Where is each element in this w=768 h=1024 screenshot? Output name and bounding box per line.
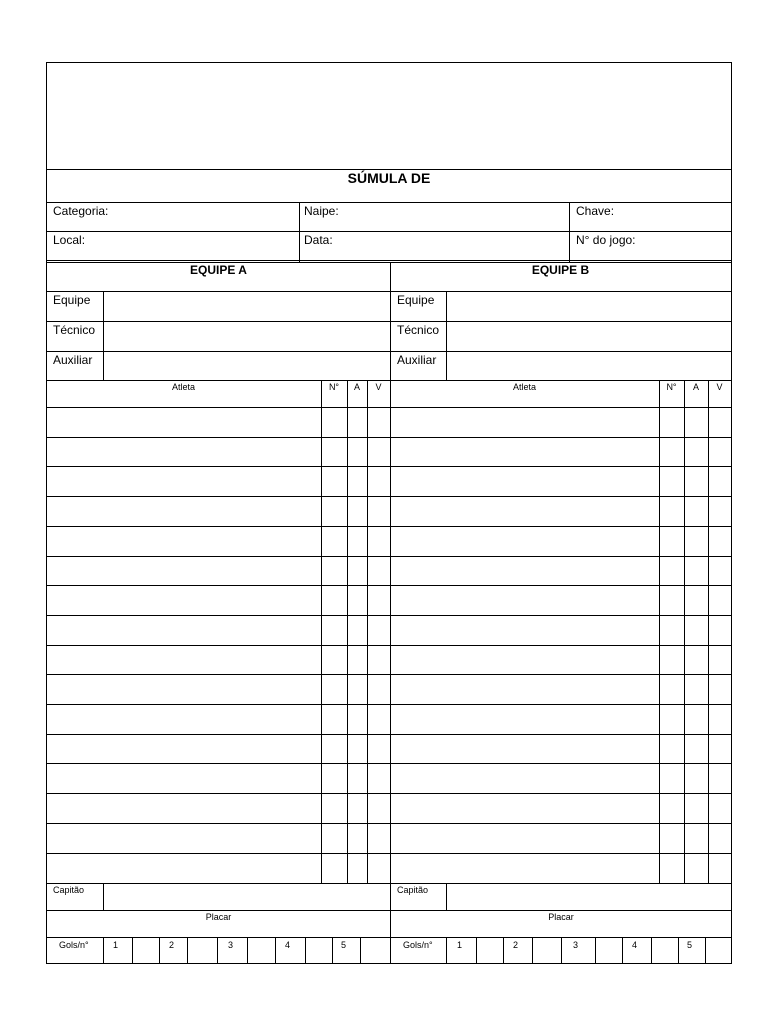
team-b-athlete-row[interactable] — [391, 438, 658, 467]
team-a-athlete-row[interactable] — [47, 497, 320, 526]
team-b-athlete-row[interactable] — [391, 527, 658, 556]
team-a-athlete-row[interactable] — [47, 586, 320, 615]
chave-label: Chave: — [576, 204, 615, 218]
team-b-goal-number: 5 — [687, 940, 693, 950]
team-b-athlete-row[interactable] — [391, 408, 658, 437]
score-sheet — [46, 62, 732, 964]
team-a-tecnico-field[interactable] — [104, 322, 389, 350]
team-b-col-num: N° — [666, 382, 677, 392]
team-a-athlete-row[interactable] — [47, 675, 320, 704]
team-b-tecnico-field[interactable] — [447, 322, 730, 350]
team-b-col-a: A — [692, 382, 699, 392]
team-a-capitao-label: Capitão — [53, 885, 85, 895]
team-a-col-num: N° — [328, 382, 340, 392]
team-b-tecnico-label: Técnico — [397, 323, 440, 337]
team-a-athlete-row[interactable] — [47, 408, 320, 437]
team-a-col-atleta: Atleta — [171, 382, 195, 392]
team-a-header: EQUIPE A — [190, 263, 247, 277]
team-a-athlete-row[interactable] — [47, 467, 320, 496]
team-b-athlete-row[interactable] — [391, 467, 658, 496]
team-a-goal-number: 4 — [285, 940, 291, 950]
team-b-athlete-row[interactable] — [391, 705, 658, 734]
team-a-gols-label: Gols/n° — [59, 940, 89, 950]
naipe-label: Naipe: — [304, 204, 339, 218]
team-b-placar-label: Placar — [548, 912, 574, 922]
team-a-athlete-row[interactable] — [47, 735, 320, 764]
team-b-col-v: V — [716, 382, 723, 392]
team-a-athlete-row[interactable] — [47, 646, 320, 675]
team-b-athlete-row[interactable] — [391, 557, 658, 586]
team-a-athlete-row[interactable] — [47, 824, 320, 853]
team-a-athlete-row[interactable] — [47, 854, 320, 883]
team-b-equipe-field[interactable] — [447, 292, 730, 320]
team-b-athlete-row[interactable] — [391, 764, 658, 793]
page-title: SÚMULA DE — [347, 170, 431, 186]
team-a-placar-label: Placar — [205, 912, 232, 922]
local-label: Local: — [53, 233, 86, 247]
team-a-athlete-row[interactable] — [47, 616, 320, 645]
team-b-gols-label: Gols/n° — [403, 940, 433, 950]
team-b-athlete-row[interactable] — [391, 497, 658, 526]
team-a-capitao-field[interactable] — [104, 884, 389, 909]
team-b-goal-number: 4 — [632, 940, 638, 950]
team-a-auxiliar-label: Auxiliar — [53, 353, 93, 367]
categoria-label: Categoria: — [53, 204, 109, 218]
team-b-athlete-row[interactable] — [391, 824, 658, 853]
team-b-goal-number: 1 — [457, 940, 463, 950]
team-b-goal-number: 3 — [573, 940, 579, 950]
team-b-athlete-row[interactable] — [391, 735, 658, 764]
team-b-goal-number: 2 — [513, 940, 519, 950]
team-a-equipe-label: Equipe — [53, 293, 91, 307]
team-b-header: EQUIPE B — [531, 263, 590, 277]
team-a-athlete-row[interactable] — [47, 557, 320, 586]
team-b-col-atleta: Atleta — [512, 382, 536, 392]
team-b-athlete-row[interactable] — [391, 616, 658, 645]
team-a-goal-number: 1 — [113, 940, 119, 950]
team-a-equipe-field[interactable] — [104, 292, 389, 320]
team-a-col-a: A — [353, 382, 360, 392]
team-a-athlete-row[interactable] — [47, 705, 320, 734]
team-b-equipe-label: Equipe — [397, 293, 435, 307]
team-a-athlete-row[interactable] — [47, 438, 320, 467]
team-b-capitao-label: Capitão — [397, 885, 429, 895]
numero-jogo-label: N° do jogo: — [576, 233, 636, 247]
team-b-capitao-field[interactable] — [447, 884, 730, 909]
team-b-auxiliar-label: Auxiliar — [397, 353, 437, 367]
team-a-athlete-row[interactable] — [47, 527, 320, 556]
data-label: Data: — [304, 233, 333, 247]
team-b-athlete-row[interactable] — [391, 586, 658, 615]
team-b-athlete-row[interactable] — [391, 675, 658, 704]
team-a-goal-number: 3 — [228, 940, 234, 950]
team-b-athlete-row[interactable] — [391, 854, 658, 883]
team-a-auxiliar-field[interactable] — [104, 352, 389, 380]
header-blank-area — [47, 63, 731, 169]
team-a-athlete-row[interactable] — [47, 764, 320, 793]
team-b-athlete-row[interactable] — [391, 794, 658, 823]
team-b-auxiliar-field[interactable] — [447, 352, 730, 380]
team-a-col-v: V — [375, 382, 382, 392]
team-a-athlete-row[interactable] — [47, 794, 320, 823]
team-a-tecnico-label: Técnico — [53, 323, 96, 337]
team-a-goal-number: 2 — [169, 940, 175, 950]
team-a-goal-number: 5 — [341, 940, 347, 950]
team-b-athlete-row[interactable] — [391, 646, 658, 675]
